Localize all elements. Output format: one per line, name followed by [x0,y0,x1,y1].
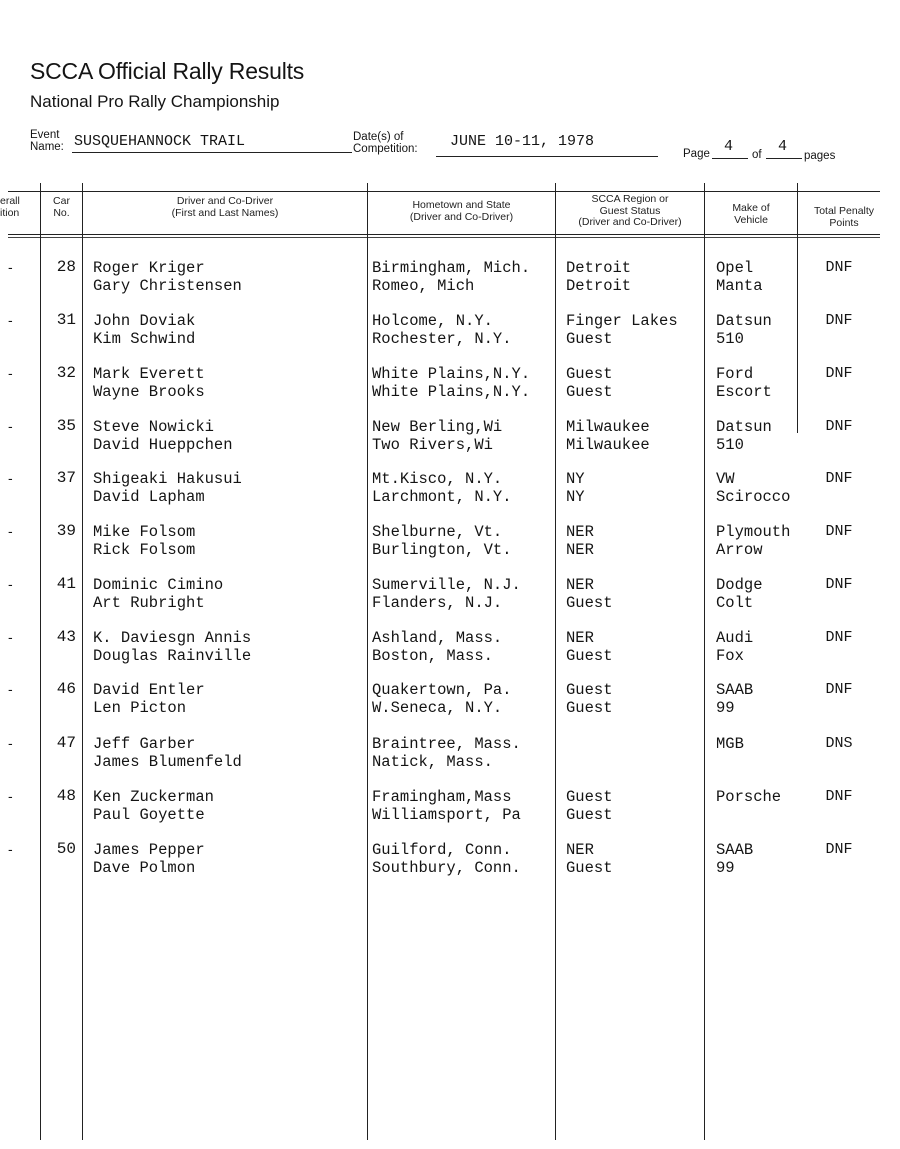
model-cell: 99 [716,859,735,877]
make-cell: Audi [716,629,754,647]
car-number-cell: 35 [56,417,76,435]
region-driver-cell: NER [566,523,594,541]
position-cell: - [8,841,13,857]
column-header-penalty: Total Penalty Points [813,205,875,229]
codriver-cell: Kim Schwind [93,330,196,348]
car-number-cell: 32 [56,364,76,382]
car-number-cell: 37 [56,469,76,487]
penalty-cell: DNF [825,523,853,540]
region-driver-cell: NY [566,470,585,488]
car-number-cell: 39 [56,522,76,540]
column-header-hometown: Hometown and State (Driver and Co-Driver) [409,199,514,223]
table-row [0,841,900,893]
table-row [0,470,900,522]
table-row [0,629,900,681]
table-row [0,576,900,628]
column-header-make: Make of Vehicle [732,202,770,226]
position-cell: - [8,788,13,804]
hometown-driver-cell: Shelburne, Vt. [372,523,503,541]
page-label: Page [683,148,710,160]
region-driver-cell: Milwaukee [566,418,650,436]
table-row [0,312,900,364]
driver-cell: K. Daviesgn Annis [93,629,252,647]
position-cell: - [8,629,13,645]
region-codriver-cell: Milwaukee [566,436,650,454]
car-number-cell: 48 [56,787,76,805]
region-codriver-cell: NY [566,488,585,506]
make-cell: Datsun [716,418,772,436]
hometown-codriver-cell: W.Seneca, N.Y. [372,699,503,717]
penalty-cell: DNF [825,576,853,593]
region-codriver-cell: Guest [566,699,613,717]
page-subtitle: National Pro Rally Championship [30,92,280,111]
position-cell: - [8,470,13,486]
codriver-cell: Art Rubright [93,594,205,612]
of-label: of [752,149,762,161]
hometown-driver-cell: Birmingham, Mich. [372,259,531,277]
table-row [0,735,900,787]
make-cell: VW [716,470,735,488]
hometown-driver-cell: Braintree, Mass. [372,735,521,753]
codriver-cell: Rick Folsom [93,541,196,559]
event-name-value: SUSQUEHANNOCK TRAIL [74,133,246,150]
codriver-cell: David Lapham [93,488,205,506]
codriver-cell: James Blumenfeld [93,753,242,771]
model-cell: 510 [716,436,744,454]
table-row [0,681,900,733]
penalty-cell: DNS [825,735,853,752]
car-number-cell: 41 [56,575,76,593]
hometown-codriver-cell: Romeo, Mich [372,277,475,295]
penalty-cell: DNF [825,365,853,382]
position-cell: - [8,523,13,539]
hometown-codriver-cell: Williamsport, Pa [372,806,521,824]
table-header-border [8,234,880,235]
hometown-driver-cell: Sumerville, N.J. [372,576,521,594]
position-cell: - [8,259,13,275]
pages-label: pages [804,150,836,162]
page-total: 4 [778,138,788,155]
hometown-codriver-cell: Larchmont, N.Y. [372,488,512,506]
penalty-cell: DNF [825,841,853,858]
driver-cell: James Pepper [93,841,205,859]
codriver-cell: David Hueppchen [93,436,233,454]
hometown-codriver-cell: Boston, Mass. [372,647,493,665]
region-driver-cell: NER [566,841,594,859]
region-codriver-cell: Guest [566,330,613,348]
make-cell: Datsun [716,312,772,330]
driver-cell: Mark Everett [93,365,205,383]
codriver-cell: Len Picton [93,699,187,717]
model-cell: 99 [716,699,735,717]
table-row [0,418,900,470]
page-title: SCCA Official Rally Results [30,58,305,84]
make-cell: Opel [716,259,754,277]
hometown-driver-cell: New Berling,Wi [372,418,503,436]
codriver-cell: Douglas Rainville [93,647,252,665]
make-cell: Porsche [716,788,782,806]
region-driver-cell: Guest [566,365,613,383]
region-codriver-cell: Guest [566,594,613,612]
region-codriver-cell: Guest [566,647,613,665]
driver-cell: Steve Nowicki [93,418,214,436]
region-driver-cell: Finger Lakes [566,312,678,330]
date-value: JUNE 10-11, 1978 [450,133,595,150]
table-row [0,523,900,575]
table-row [0,259,900,311]
penalty-cell: DNF [825,418,853,435]
hometown-driver-cell: White Plains,N.Y. [372,365,531,383]
region-codriver-cell: Guest [566,383,613,401]
hometown-codriver-cell: Burlington, Vt. [372,541,512,559]
column-header-region: SCCA Region or Guest Status (Driver and Co-Driver) [578,193,682,228]
date-underline [436,156,658,157]
hometown-codriver-cell: White Plains,N.Y. [372,383,531,401]
car-number-cell: 46 [56,680,76,698]
model-cell: Fox [716,647,744,665]
model-cell: Arrow [716,541,763,559]
position-cell: - [8,365,13,381]
make-cell: MGB [716,735,744,753]
column-header-overall: erall ition [0,195,20,219]
position-cell: - [8,312,13,328]
region-driver-cell: NER [566,629,594,647]
codriver-cell: Wayne Brooks [93,383,205,401]
column-header-driver: Driver and Co-Driver (First and Last Names) [171,195,279,219]
position-cell: - [8,735,13,751]
hometown-driver-cell: Quakertown, Pa. [372,681,512,699]
region-codriver-cell: Detroit [566,277,632,295]
hometown-codriver-cell: Natick, Mass. [372,753,493,771]
hometown-codriver-cell: Flanders, N.J. [372,594,503,612]
page-total-underline [766,158,802,159]
driver-cell: Ken Zuckerman [93,788,214,806]
car-number-cell: 31 [56,311,76,329]
region-codriver-cell: NER [566,541,594,559]
table-header-border-2 [8,237,880,238]
driver-cell: Shigeaki Hakusui [93,470,242,488]
driver-cell: Dominic Cimino [93,576,224,594]
position-cell: - [8,576,13,592]
position-cell: - [8,418,13,434]
codriver-cell: Paul Goyette [93,806,205,824]
event-name-underline [72,152,352,153]
column-header-car: Car No. [53,195,70,219]
region-codriver-cell: Guest [566,806,613,824]
car-number-cell: 50 [56,840,76,858]
codriver-cell: Gary Christensen [93,277,242,295]
penalty-cell: DNF [825,259,853,276]
hometown-driver-cell: Holcome, N.Y. [372,312,493,330]
penalty-cell: DNF [825,629,853,646]
page-number-underline [712,158,748,159]
event-name-label: Event Name: [30,129,64,153]
driver-cell: Roger Kriger [93,259,205,277]
penalty-cell: DNF [825,470,853,487]
car-number-cell: 28 [56,258,76,276]
hometown-codriver-cell: Two Rivers,Wi [372,436,493,454]
date-label: Date(s) of Competition: [353,131,418,155]
driver-cell: Jeff Garber [93,735,196,753]
make-cell: Plymouth [716,523,791,541]
model-cell: Scirocco [716,488,791,506]
make-cell: SAAB [716,841,754,859]
car-number-cell: 47 [56,734,76,752]
make-cell: Dodge [716,576,763,594]
penalty-cell: DNF [825,681,853,698]
hometown-driver-cell: Framingham,Mass [372,788,512,806]
hometown-driver-cell: Guilford, Conn. [372,841,512,859]
driver-cell: Mike Folsom [93,523,196,541]
region-driver-cell: NER [566,576,594,594]
penalty-cell: DNF [825,312,853,329]
make-cell: SAAB [716,681,754,699]
hometown-driver-cell: Ashland, Mass. [372,629,503,647]
car-number-cell: 43 [56,628,76,646]
model-cell: Manta [716,277,763,295]
page-number: 4 [724,138,734,155]
table-row [0,365,900,417]
hometown-codriver-cell: Southbury, Conn. [372,859,521,877]
driver-cell: John Doviak [93,312,196,330]
hometown-codriver-cell: Rochester, N.Y. [372,330,512,348]
position-cell: - [8,681,13,697]
table-row [0,788,900,840]
codriver-cell: Dave Polmon [93,859,196,877]
hometown-driver-cell: Mt.Kisco, N.Y. [372,470,503,488]
region-codriver-cell: Guest [566,859,613,877]
region-driver-cell: Guest [566,681,613,699]
table-top-border [8,191,880,192]
penalty-cell: DNF [825,788,853,805]
model-cell: Escort [716,383,772,401]
model-cell: 510 [716,330,744,348]
driver-cell: David Entler [93,681,205,699]
model-cell: Colt [716,594,754,612]
region-driver-cell: Guest [566,788,613,806]
region-driver-cell: Detroit [566,259,632,277]
make-cell: Ford [716,365,754,383]
